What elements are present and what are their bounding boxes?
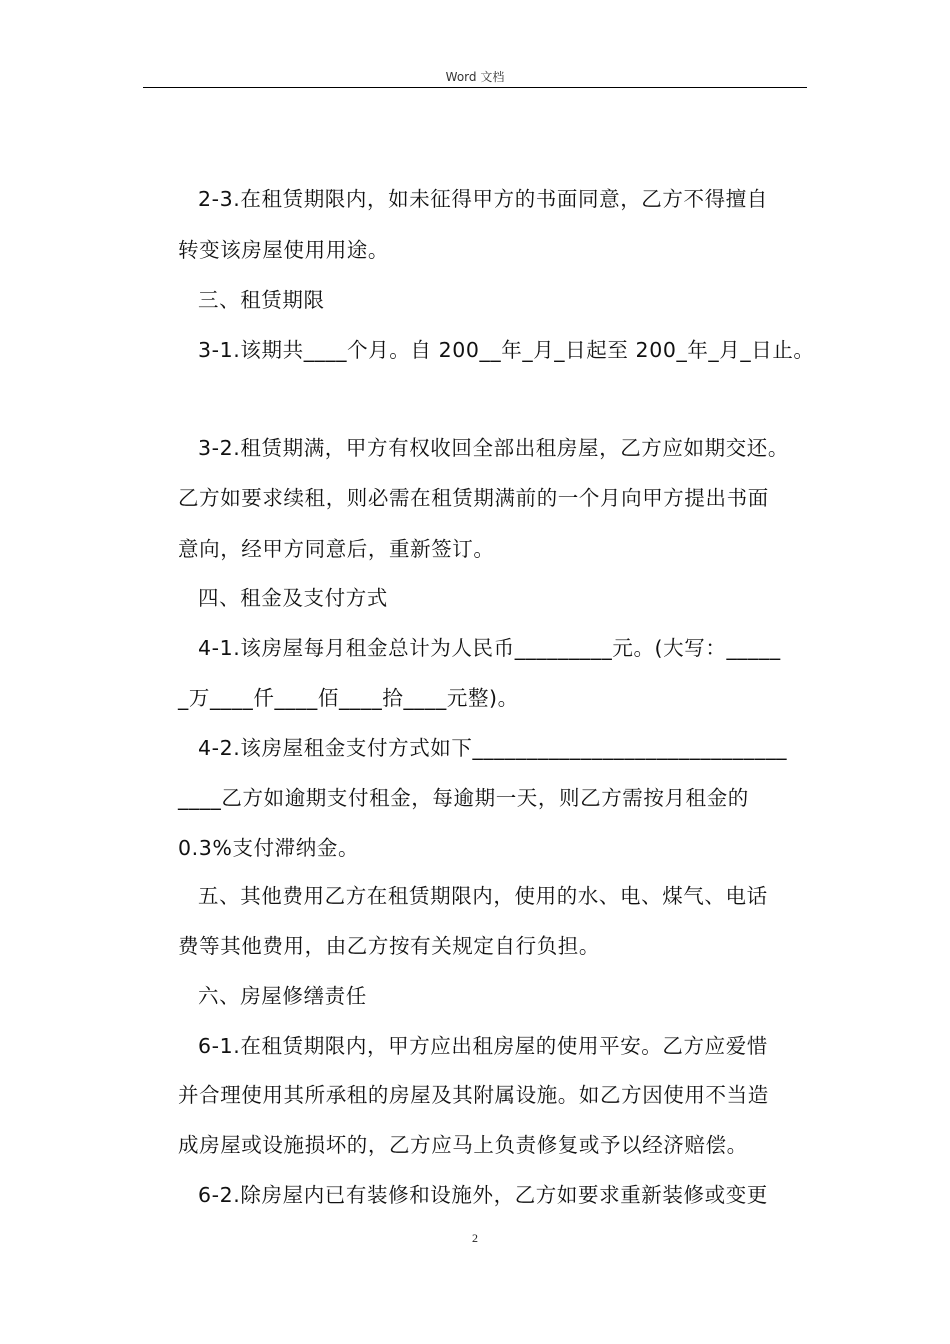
paragraph-line: 3-2.租赁期满，甲方有权收回全部出租房屋，乙方应如期交还。 [198,436,789,460]
paragraph-line: 6-1.在租赁期限内，甲方应出租房屋的使用平安。乙方应爱惜 [198,1034,768,1058]
paragraph-line: 五、其他费用乙方在租赁期限内，使用的水、电、煤气、电话 [198,884,768,908]
page-header: Word 文档 [445,70,505,84]
paragraph-line: 6-2.除房屋内已有装修和设施外，乙方如要求重新装修或变更 [198,1183,768,1207]
section-heading: 六、房屋修缮责任 [198,984,367,1008]
paragraph-line: 乙方如要求续租，则必需在租赁期满前的一个月向甲方提出书面 [178,486,769,510]
paragraph-line: 费等其他费用，由乙方按有关规定自行负担。 [178,934,600,958]
paragraph-line: 0.3%支付滞纳金。 [178,836,360,860]
paragraph-line: 并合理使用其所承租的房屋及其附属设施。如乙方因使用不当造 [178,1083,769,1107]
paragraph-line: 2-3.在租赁期限内，如未征得甲方的书面同意，乙方不得擅自 [198,187,768,211]
paragraph-line: 3-1.该期共____个月。自 200__年_月_日起至 200_年_月_日止。 [198,338,815,362]
paragraph-line: 意向，经甲方同意后，重新签订。 [178,537,495,561]
paragraph-line: _万____仟____佰____拾____元整)。 [178,686,519,710]
section-heading: 四、租金及支付方式 [198,586,388,610]
paragraph-line: 成房屋或设施损坏的，乙方应马上负责修复或予以经济赔偿。 [178,1133,748,1157]
paragraph-line: 4-1.该房屋每月租金总计为人民币_________元。(大写：_____ [198,636,781,660]
section-heading: 三、租赁期限 [198,288,325,312]
paragraph-line: 转变该房屋使用用途。 [178,238,389,262]
page-number: 2 [472,1231,478,1245]
paragraph-line: ____乙方如逾期支付租金，每逾期一天，则乙方需按月租金的 [178,786,749,810]
paragraph-line: 4-2.该房屋租金支付方式如下_____________________________ [198,736,788,760]
header-divider [143,87,807,88]
